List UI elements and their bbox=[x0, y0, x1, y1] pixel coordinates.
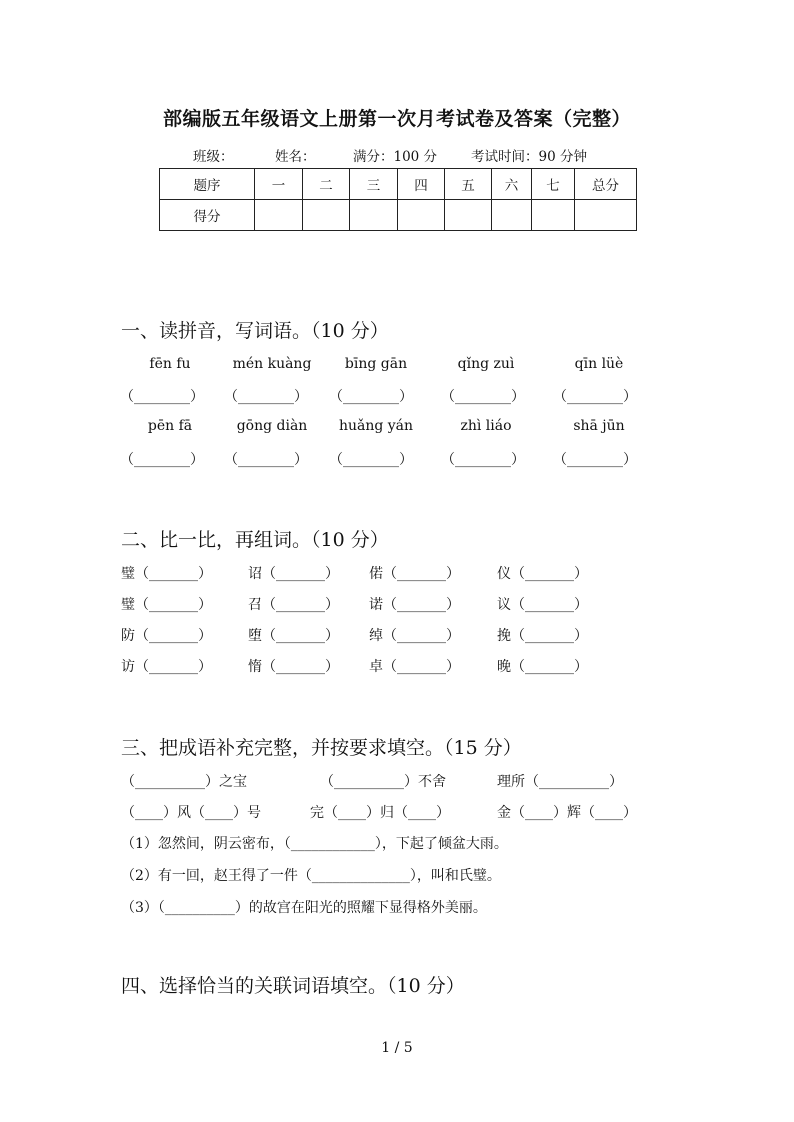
pinyin: mén kuàng bbox=[232, 356, 312, 372]
section1-heading: 一、读拼音，写词语。（10 分） bbox=[121, 320, 389, 342]
pinyin: zhì liáo bbox=[460, 418, 512, 434]
word-compare-item[interactable]: 诏（_______） bbox=[248, 566, 339, 582]
pinyin: huǎng yán bbox=[338, 418, 414, 434]
answer-blank[interactable]: （________） bbox=[120, 389, 204, 405]
fill-sentence-1[interactable]: （1）忽然间，阴云密布，（____________），下起了倾盆大雨。 bbox=[121, 836, 508, 852]
pinyin: qīn lüè bbox=[574, 356, 624, 372]
section2-heading: 二、比一比，再组词。（10 分） bbox=[121, 529, 389, 551]
score-cell[interactable] bbox=[303, 200, 350, 231]
answer-blank[interactable]: （________） bbox=[553, 452, 637, 468]
idiom-fill[interactable]: 完（____）归（____） bbox=[310, 805, 450, 821]
word-compare-item[interactable]: 议（_______） bbox=[497, 597, 588, 613]
table-header-cell: 一 bbox=[255, 169, 303, 200]
score-table-header-row bbox=[160, 169, 637, 200]
word-compare-item[interactable]: 召（_______） bbox=[248, 597, 339, 613]
idiom-fill[interactable]: （____）风（____）号 bbox=[121, 805, 261, 821]
score-cell[interactable] bbox=[445, 200, 492, 231]
table-header-cell: 四 bbox=[398, 169, 445, 200]
idiom-fill[interactable]: 金（____）辉（____） bbox=[497, 805, 637, 821]
score-cell[interactable] bbox=[398, 200, 445, 231]
word-compare-item[interactable]: 璧（_______） bbox=[121, 597, 212, 613]
score-table-score-row bbox=[160, 200, 637, 231]
score-cell[interactable] bbox=[575, 200, 637, 231]
word-compare-item[interactable]: 访（_______） bbox=[121, 659, 212, 675]
answer-blank[interactable]: （________） bbox=[553, 389, 637, 405]
pinyin: shā jūn bbox=[573, 418, 625, 434]
word-compare-item[interactable]: 仪（_______） bbox=[497, 566, 588, 582]
table-header-cell: 三 bbox=[350, 169, 398, 200]
answer-blank[interactable]: （________） bbox=[120, 452, 204, 468]
fill-sentence-3[interactable]: （3）（__________）的故宫在阳光的照耀下显得格外美丽。 bbox=[121, 900, 487, 916]
pinyin: fēn fu bbox=[149, 356, 191, 372]
word-compare-item[interactable]: 晚（_______） bbox=[497, 659, 588, 675]
answer-blank[interactable]: （________） bbox=[224, 452, 308, 468]
word-compare-item[interactable]: 惰（_______） bbox=[248, 659, 339, 675]
idiom-fill[interactable]: 理所（__________） bbox=[497, 774, 623, 790]
score-table bbox=[159, 168, 637, 231]
word-compare-item[interactable]: 偌（_______） bbox=[369, 566, 460, 582]
page-title: 部编版五年级语文上册第一次月考试卷及答案（完整） bbox=[162, 108, 631, 130]
idiom-fill[interactable]: （__________）之宝 bbox=[121, 774, 247, 790]
pinyin: qǐng zuì bbox=[457, 356, 515, 372]
pinyin: pēn fā bbox=[147, 418, 193, 434]
class-label: 班级： bbox=[193, 149, 234, 165]
word-compare-item[interactable]: 堕（_______） bbox=[248, 628, 339, 644]
name-label: 姓名： bbox=[275, 149, 316, 165]
answer-blank[interactable]: （________） bbox=[329, 452, 413, 468]
word-compare-item[interactable]: 诺（_______） bbox=[369, 597, 460, 613]
page-number: 1 / 5 bbox=[381, 1040, 413, 1056]
answer-blank[interactable]: （________） bbox=[441, 389, 525, 405]
exam-time: 考试时间：90 分钟 bbox=[471, 149, 587, 165]
pinyin: gōng diàn bbox=[236, 418, 308, 434]
word-compare-item[interactable]: 璧（_______） bbox=[121, 566, 212, 582]
section4-heading: 四、选择恰当的关联词语填空。（10 分） bbox=[121, 975, 465, 997]
table-header-cell: 五 bbox=[445, 169, 492, 200]
table-row-label: 得分 bbox=[160, 200, 255, 231]
table-header-cell: 六 bbox=[492, 169, 532, 200]
word-compare-item[interactable]: 防（_______） bbox=[121, 628, 212, 644]
table-header-cell: 七 bbox=[532, 169, 575, 200]
score-cell[interactable] bbox=[492, 200, 532, 231]
word-compare-item[interactable]: 卓（_______） bbox=[369, 659, 460, 675]
word-compare-item[interactable]: 绰（_______） bbox=[369, 628, 460, 644]
score-cell[interactable] bbox=[255, 200, 303, 231]
score-cell[interactable] bbox=[532, 200, 575, 231]
table-header-cell: 二 bbox=[303, 169, 350, 200]
idiom-fill[interactable]: （__________）不舍 bbox=[320, 774, 446, 790]
section3-heading: 三、把成语补充完整，并按要求填空。（15 分） bbox=[121, 737, 522, 759]
answer-blank[interactable]: （________） bbox=[441, 452, 525, 468]
table-header-cell: 总分 bbox=[575, 169, 637, 200]
pinyin: bīng gān bbox=[344, 356, 408, 372]
fill-sentence-2[interactable]: （2）有一回，赵王得了一件（______________），叫和氏璧。 bbox=[121, 868, 501, 884]
answer-blank[interactable]: （________） bbox=[224, 389, 308, 405]
answer-blank[interactable]: （________） bbox=[329, 389, 413, 405]
table-header-cell: 题序 bbox=[160, 169, 255, 200]
word-compare-item[interactable]: 挽（_______） bbox=[497, 628, 588, 644]
full-score: 满分：100 分 bbox=[353, 149, 438, 165]
score-cell[interactable] bbox=[350, 200, 398, 231]
